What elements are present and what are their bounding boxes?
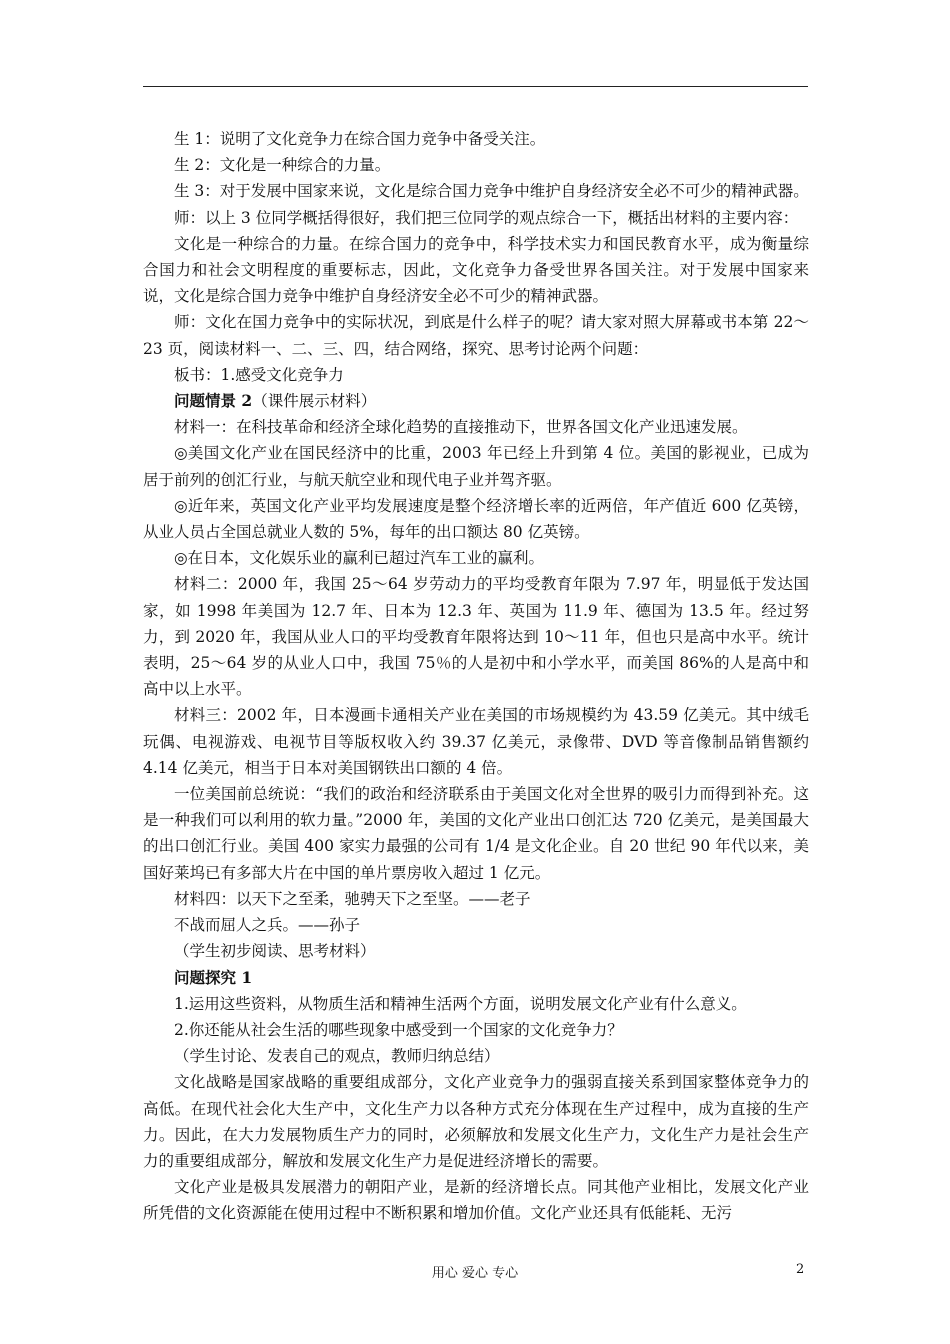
paragraph bbox=[143, 493, 809, 545]
paragraph bbox=[143, 938, 809, 964]
paragraph-text: 生 2：文化是一种综合的力量。 bbox=[174, 156, 391, 175]
paragraph bbox=[143, 991, 809, 1017]
paragraph bbox=[143, 231, 809, 310]
paragraph bbox=[143, 1174, 809, 1226]
paragraph bbox=[143, 912, 809, 938]
paragraph-text: 材料一：在科技革命和经济全球化趋势的直接推动下，世界各国文化产业迅速发展。 bbox=[174, 418, 748, 437]
paragraph-text: 师：文化在国力竞争中的实际状况，到底是什么样子的呢？请大家对照大屏幕或书本第 22～23 页，阅读材料一、二、三、四，结合网络，探究、思考讨论两个问题： bbox=[143, 313, 809, 358]
paragraph bbox=[143, 1069, 809, 1174]
paragraph bbox=[143, 362, 809, 388]
paragraph-text: ◎美国文化产业在国民经济中的比重，2003 年已经上升到第 4 位。美国的影视业，已成为居于前列的创汇行业，与航天航空业和现代电子业并驾齐驱。 bbox=[143, 444, 809, 489]
paragraph bbox=[143, 571, 809, 702]
paragraph bbox=[143, 1043, 809, 1069]
paragraph bbox=[143, 702, 809, 781]
document-body bbox=[143, 126, 809, 1227]
paragraph bbox=[143, 440, 809, 492]
paragraph bbox=[143, 545, 809, 571]
paragraph bbox=[143, 178, 809, 204]
paragraph-text: 材料四：以天下之至柔，驰骋天下之至坚。——老子 bbox=[174, 889, 531, 908]
section-heading: 问题情景 2 bbox=[174, 391, 253, 411]
paragraph-text: 文化产业是极具发展潜力的朝阳产业，是新的经济增长点。同其他产业相比，发展文化产业所凭借的文化资源能在使用过程中不断积累和增加价值。文化产业还具有低能耗、无污 bbox=[143, 1178, 809, 1223]
paragraph-text: （学生初步阅读、思考材料） bbox=[174, 942, 376, 961]
paragraph-text: 2.你还能从社会生活的哪些现象中感受到一个国家的文化竞争力？ bbox=[174, 1020, 623, 1039]
paragraph-text: 材料三：2002 年，日本漫画卡通相关产业在美国的市场规模约为 43.59 亿美元。其中绒毛玩偶、电视游戏、电视节目等版权收入约 39.37 亿美元，录像带、DVD 等音像制品销售额约 4.14 亿美元，相当于日本对美国钢铁出口额的 4 倍。 bbox=[143, 706, 809, 777]
paragraph-text: ◎在日本，文化娱乐业的赢利已超过汽车工业的赢利。 bbox=[174, 549, 545, 568]
heading-suffix: （课件展示材料） bbox=[252, 392, 377, 411]
paragraph bbox=[143, 388, 809, 414]
paragraph-text: 板书：1.感受文化竞争力 bbox=[174, 365, 344, 384]
paragraph-text: （学生讨论、发表自己的观点，教师归纳总结） bbox=[174, 1047, 500, 1066]
paragraph bbox=[143, 965, 809, 991]
page-number: 2 bbox=[796, 1262, 805, 1277]
paragraph bbox=[143, 414, 809, 440]
section-heading: 问题探究 1 bbox=[174, 967, 253, 987]
paragraph-text: 材料二：2000 年，我国 25～64 岁劳动力的平均受教育年限为 7.97 年，明显低于发达国家，如 1998 年美国为 12.7 年、日本为 12.3 年、英国为 11.9 年、德国为 13.5 年。经过努力，到 2020 年，我国从业人口的平均受教育年限将达到 10～11 年，但也只是高中水平。统计表明，25～64 岁的从业人口中，我国 75％的人是初中和小学水平，而美国 86%的人是高中和高中以上水平。 bbox=[143, 575, 809, 699]
paragraph-text: 文化战略是国家战略的重要组成部分，文化产业竞争力的强弱直接关系到国家整体竞争力的高低。在现代社会化大生产中，文化生产力以各种方式充分体现在生产过程中，成为直接的生产力。因此，在大力发展物质生产力的同时，必须解放和发展文化生产力，文化生产力是社会生产力的重要组成部分，解放和发展文化生产力是促进经济增长的需要。 bbox=[143, 1073, 809, 1170]
paragraph-text: 一位美国前总统说：“我们的政治和经济联系由于美国文化对全世界的吸引力而得到补充。这是一种我们可以利用的软力量。”2000 年，美国的文化产业出口创汇达 720 亿美元，是美国最大的出口创汇行业。美国 400 家实力最强的公司有 1/4 是文化企业。自 20 世纪 90 年代以来，美国好莱坞已有多部大片在中国的单片票房收入超过 1 亿元。 bbox=[143, 785, 809, 882]
paragraph bbox=[143, 781, 809, 886]
paragraph bbox=[143, 126, 809, 152]
paragraph bbox=[143, 1017, 809, 1043]
paragraph bbox=[143, 205, 809, 231]
paragraph-text: 生 3：对于发展中国家来说，文化是综合国力竞争中维护自身经济安全必不可少的精神武器。 bbox=[174, 182, 809, 201]
paragraph-text: 1.运用这些资料，从物质生活和精神生活两个方面，说明发展文化产业有什么意义。 bbox=[174, 994, 747, 1013]
footer-text: 用心 爱心 专心 bbox=[431, 1266, 519, 1281]
paragraph-text: 不战而屈人之兵。——孙子 bbox=[174, 916, 361, 935]
paragraph-text: ◎近年来，英国文化产业平均发展速度是整个经济增长率的近两倍，年产值近 600 亿英镑，从业人员占全国总就业人数的 5%，每年的出口额达 80 亿英镑。 bbox=[143, 496, 809, 542]
paragraph bbox=[143, 152, 809, 178]
header-rule bbox=[143, 86, 808, 87]
paragraph-text: 文化是一种综合的力量。在综合国力的竞争中，科学技术实力和国民教育水平，成为衡量综合国力和社会文明程度的重要标志，因此，文化竞争力备受世界各国关注。对于发展中国家来说，文化是综合国力竞争中维护自身经济安全必不可少的精神武器。 bbox=[143, 234, 809, 306]
paragraph bbox=[143, 886, 809, 912]
paragraph-text: 师：以上 3 位同学概括得很好，我们把三位同学的观点综合一下，概括出材料的主要内容： bbox=[174, 208, 799, 227]
paragraph-text: 生 1：说明了文化竞争力在综合国力竞争中备受关注。 bbox=[174, 130, 546, 148]
paragraph bbox=[143, 309, 809, 361]
